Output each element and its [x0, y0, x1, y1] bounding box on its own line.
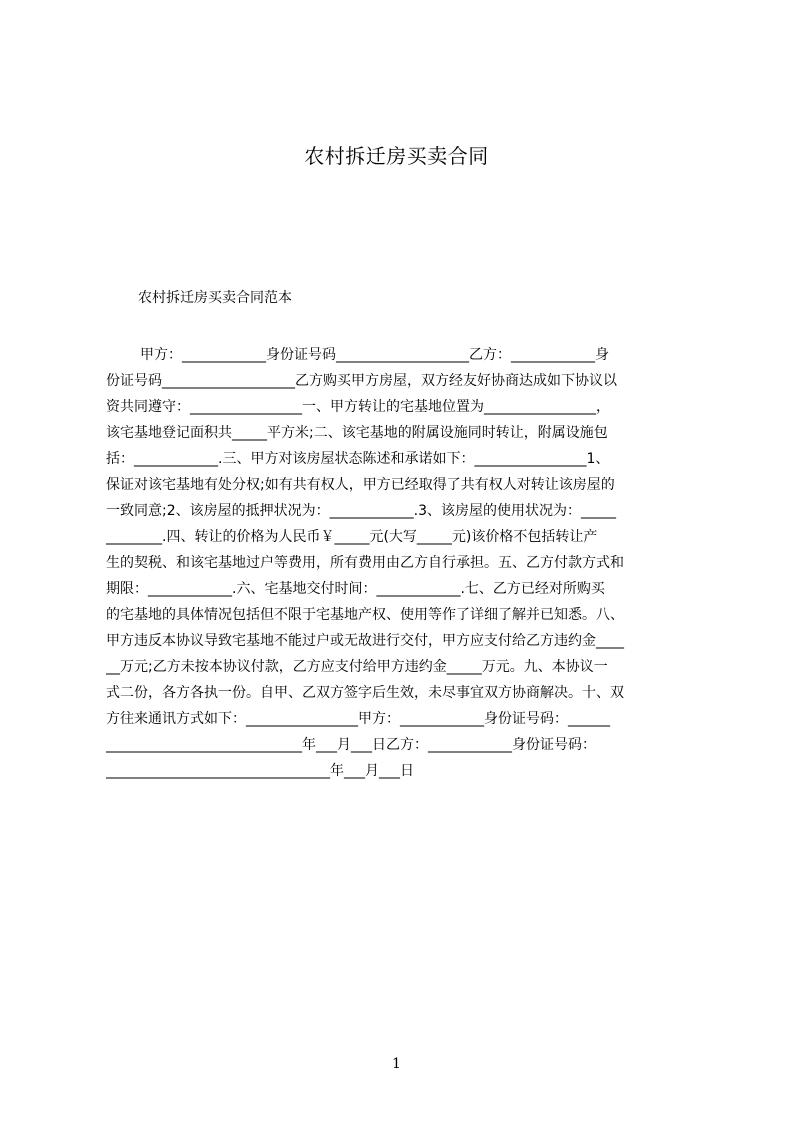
- body-line: 生的契税、和该宅基地过户等费用，所有费用由乙方自行承担。五、乙方付款方式和: [106, 555, 624, 571]
- body-line: 资共同遵守：________________一、甲方转让的宅基地位置为________________，: [106, 399, 610, 415]
- body-line: 该宅基地登记面积共_____平方米;二、该宅基地的附属设施同时转让，附属设施包: [106, 425, 608, 441]
- body-line: 保证对该宅基地有处分权;如有共有权人，甲方已经取得了共有权人对转让该房屋的: [106, 477, 615, 493]
- document-subtitle: 农村拆迁房买卖合同范本: [138, 290, 292, 306]
- body-line: 式二份，各方各执一份。自甲、乙双方签字后生效，未尽事宜双方协商解决。十、双: [106, 685, 624, 701]
- body-line: ____________________________年___月___日乙方：____________身份证号码：: [106, 737, 596, 753]
- body-line: ________________________________年___月___日: [106, 763, 414, 779]
- body-line: __万元;乙方未按本协议付款，乙方应支付给甲方违约金_____万元。九、本协议一: [106, 659, 608, 675]
- contract-body: [106, 342, 700, 784]
- document-title: 农村拆迁房买卖合同: [304, 144, 489, 168]
- body-line: 份证号码___________________乙方购买甲方房屋，双方经友好协商达成如下协议以: [106, 373, 617, 389]
- body-line: 期限：____________.六、宅基地交付时间：____________.七、乙方已经对所购买: [106, 581, 605, 597]
- body-line: 方往来通讯方式如下：________________甲方：____________身份证号码：______: [106, 711, 610, 727]
- body-line: 一致同意;2、该房屋的抵押状况为：____________.3、该房屋的使用状况为：_____: [106, 503, 616, 519]
- body-line: 甲方违反本协议导致宅基地不能过户或无故进行交付，甲方应支付给乙方违约金____: [106, 633, 624, 649]
- body-line: ________.四、转让的价格为人民币￥_____元(大写_____元)该价格不包括转让产: [106, 529, 598, 545]
- body-line: 括：____________.三、甲方对该房屋状态陈述和承诺如下：________________1、: [106, 451, 610, 467]
- body-line: 的宅基地的具体情况包括但不限于宅基地产权、使用等作了详细了解并已知悉。八、: [106, 607, 624, 623]
- page-number: 1: [392, 1056, 401, 1072]
- body-line: 甲方：____________身份证号码___________________乙方：____________身: [140, 347, 609, 363]
